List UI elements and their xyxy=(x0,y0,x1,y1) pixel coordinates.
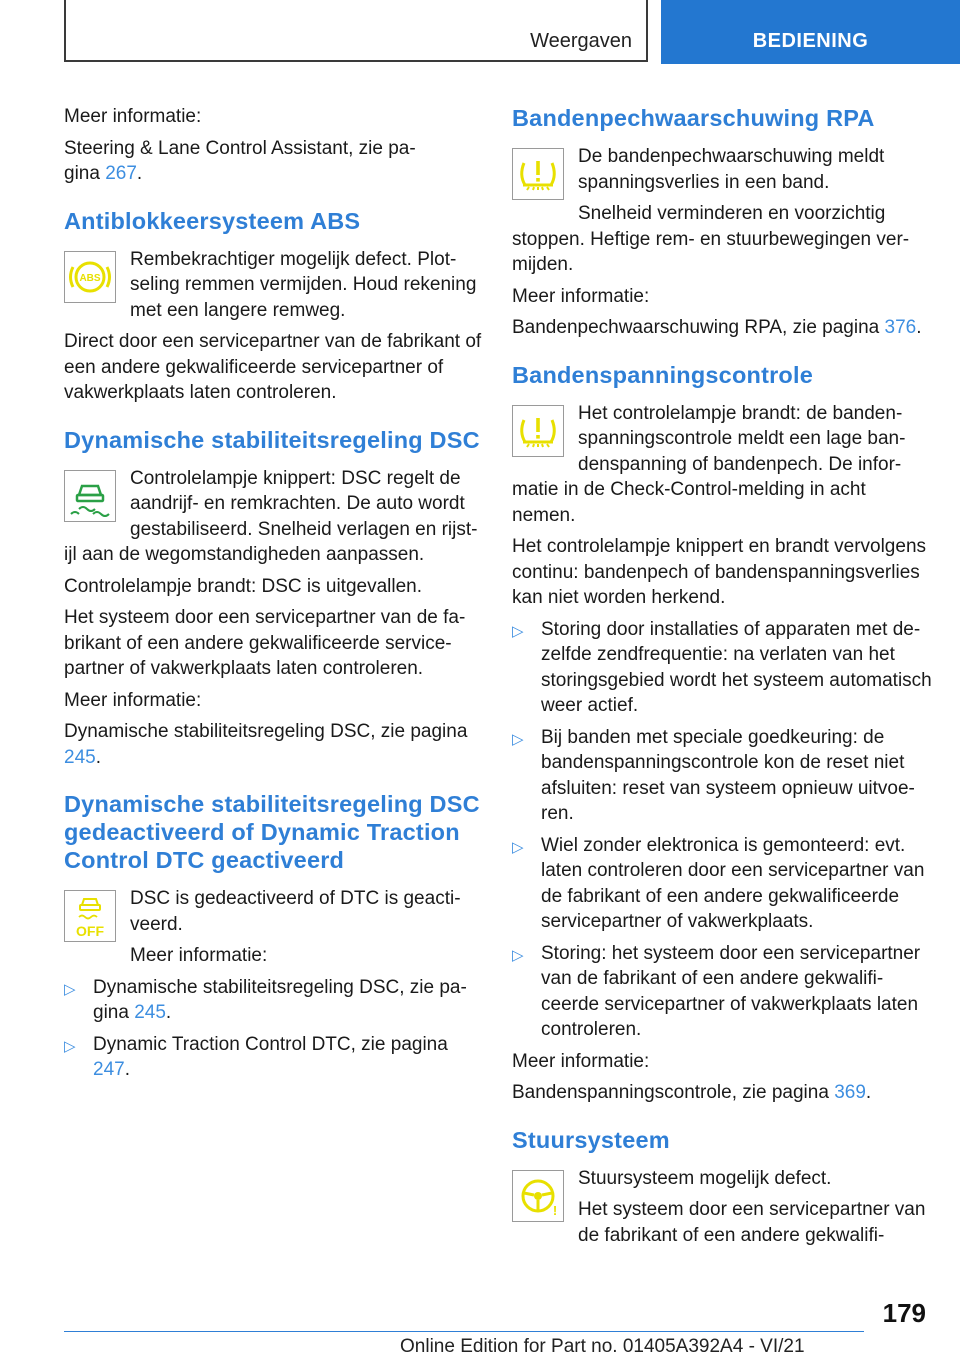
steering-warning-icon xyxy=(512,1170,564,1222)
chapter-title: BEDIENING xyxy=(752,30,869,52)
dsc-heading: Dynamische stabiliteitsregeling DSC xyxy=(64,426,480,453)
cross-reference: Bandenspanningscontrole, zie pagina 369. xyxy=(512,1082,872,1103)
tpc-heading: Bandenspanningscontrole xyxy=(512,361,813,388)
page-link[interactable]: 247 xyxy=(93,1059,125,1080)
page-link[interactable]: 245 xyxy=(134,1002,166,1023)
reference-list xyxy=(64,975,482,1083)
section-title: Weergaven xyxy=(530,30,632,52)
svg-text:!: ! xyxy=(552,1202,558,1218)
triangle-bullet-icon: ▷ xyxy=(64,1037,76,1055)
tire-pressure-warning-icon xyxy=(512,148,564,200)
fault-list xyxy=(512,617,932,1043)
dsc-car-skid-icon xyxy=(64,470,116,522)
page-link[interactable]: 245 xyxy=(64,746,96,768)
dsc-off-icon xyxy=(64,890,116,942)
cross-reference: Dynamische stabiliteitsregeling DSC, zie pagina 245. xyxy=(64,721,468,768)
svg-text:OFF: OFF xyxy=(76,923,104,939)
list-item: ▷ Storing door installaties of apparaten met dezelfde zendfrequentie: na verlaten van het storingsgebied wordt het systeem automatisch weer actief. xyxy=(512,618,932,716)
abs-text-2: Direct door een servicepartner van de fabrikant of een andere gekwalificeerde servicepartner of vakwerkplaats laten controleren. xyxy=(64,331,482,403)
more-info-label: Meer informatie: xyxy=(512,1050,650,1072)
dsc-text-3: Het systeem door een servicepartner van de fabrikant of een andere gekwalificeerde servicepartner of vakwerkplaats laten controleren. xyxy=(64,607,466,679)
triangle-bullet-icon: ▷ xyxy=(512,946,524,964)
triangle-bullet-icon: ▷ xyxy=(512,730,524,748)
more-info-label: Meer informatie: xyxy=(512,285,650,307)
dsc-off-text-1: DSC is gedeactiveerd of DTC is geactiveerd. xyxy=(130,888,461,935)
header-chapter-box xyxy=(661,0,960,64)
steering-text-1: Stuursysteem mogelijk defect. xyxy=(578,1167,832,1189)
page-link[interactable]: 267 xyxy=(105,163,137,184)
page-link[interactable]: 376 xyxy=(884,317,917,338)
steering-heading: Stuursysteem xyxy=(512,1126,670,1153)
list-item: ▷ Wiel zonder elektronica is gemonteerd: evt. laten controleren door een servicepartner van de fabrikant of een andere gekwalificeerde servicepartner of vakwerkplaats. xyxy=(512,834,925,932)
cross-reference: Steering & Lane Control Assistant, zie pa- gina 267. xyxy=(64,137,416,184)
list-item: ▷ Storing: het systeem door een servicepartner van de fabrikant of een andere gekwalificeerde servicepartner of vakwerkplaats laten controleren. xyxy=(512,942,921,1040)
list-item: ▷ Bij banden met speciale goedkeuring: de bandenspanningscontrole kon de reset niet afsluiten: reset van systeem opnieuw uitvoeren. xyxy=(512,726,915,824)
footer-divider xyxy=(64,1331,864,1332)
tire-pressure-warning-icon xyxy=(512,405,564,457)
dsc-off-heading: Dynamische stabiliteitsregeling DSC gedeactiveerd of Dynamic Traction Control DTC geactiveerd xyxy=(64,791,480,873)
triangle-bullet-icon: ▷ xyxy=(512,838,524,856)
right-column xyxy=(512,104,932,1254)
list-item: ▷ Dynamische stabiliteitsregeling DSC, zie pagina 245. xyxy=(64,976,467,1023)
dsc-text-2: Controlelampje brandt: DSC is uitgevallen. xyxy=(64,575,423,597)
triangle-bullet-icon: ▷ xyxy=(64,980,76,998)
svg-text:ABS: ABS xyxy=(79,272,101,284)
abs-heading: Antiblokkeersysteem ABS xyxy=(64,207,361,234)
rpa-text-1: De bandenpechwaarschuwing meldt spanningsverlies in een band. xyxy=(578,146,885,193)
rpa-text-2: Snelheid verminderen en voorzichtig stoppen. Heftige rem- en stuurbewegingen vermijden. xyxy=(512,203,910,275)
tpc-text-2: Het controlelampje knippert en brandt vervolgens continu: bandenpech of bandenspanningsverlies kan niet worden herkend. xyxy=(512,536,927,608)
steering-text-2: Het systeem door een servicepartner van de fabrikant of een andere gekwalifi- xyxy=(578,1199,926,1246)
edition-note: Online Edition for Part no. 01405A392A4 - VI/21 xyxy=(400,1336,805,1357)
abs-warning-icon xyxy=(64,251,116,303)
page-number: 179 xyxy=(882,1298,926,1328)
rpa-heading: Bandenpechwaarschuwing RPA xyxy=(512,105,875,131)
more-info-label: Meer informatie: xyxy=(130,945,268,966)
abs-text-1: Rembekrachtiger mogelijk defect. Plotseling remmen vermijden. Houd rekening met een langere remweg. xyxy=(130,248,477,321)
triangle-bullet-icon: ▷ xyxy=(512,622,524,640)
left-column xyxy=(64,104,482,1089)
more-info-label: Meer informatie: xyxy=(64,689,202,711)
tpc-text-1: Het controlelampje brandt: de bandenspanningscontrole meldt een lage bandenspanning of bandenpech. De informatie in de Check-Control-melding in acht nemen. xyxy=(512,402,906,526)
list-item: ▷ Dynamic Traction Control DTC, zie pagina 247. xyxy=(64,1033,448,1080)
dsc-text-1: Controlelampje knippert: DSC regelt de aandrijf- en remkrachten. De auto wordt gestabiliseerd. Snelheid verlagen en rijstijl aan de wegomstandigheden aanpassen. xyxy=(64,467,478,565)
page-link[interactable]: 369 xyxy=(834,1082,866,1103)
more-info-label: Meer informatie: xyxy=(64,106,202,127)
cross-reference: Bandenpechwaarschuwing RPA, zie pagina 376. xyxy=(512,317,922,338)
header-section-box xyxy=(64,0,648,62)
